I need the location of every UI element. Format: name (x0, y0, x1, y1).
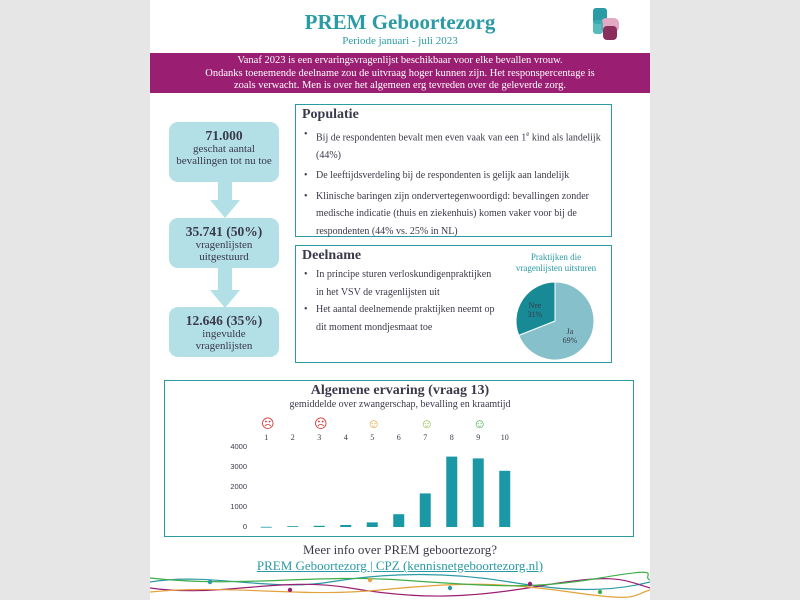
funnel-label: bevallingen tot nu toe (176, 154, 272, 167)
funnel-label: uitgestuurd (199, 250, 249, 263)
funnel-arrow-icon (210, 182, 240, 218)
deelname-heading: Deelname (302, 248, 362, 263)
bullet-sup: e (526, 130, 530, 138)
banner-line: zoals verwacht. Men is over het algemeen erg tevreden over de geleverde zorg. (234, 80, 566, 91)
bar-score-3 (314, 526, 325, 527)
page-title: PREM Geboortezorg (304, 10, 496, 34)
very-happy-face-icon: ☺ (473, 416, 487, 431)
infographic-page (150, 0, 650, 600)
bar-score-2 (287, 526, 298, 527)
bullet-text: Klinische baringen zijn ondervertegenwoordigd: bevallingen zonder medische indicatie (thuis en ziekenhuis) komen vaker voor bij de respondenten (44% vs. 25% in NL) (316, 190, 589, 237)
scale-number: 7 (423, 433, 428, 442)
banner-line: Vanaf 2023 is een ervaringsvragenlijst beschikbaar voor elke bevallen vrouw. (237, 55, 563, 66)
y-tick-label: 2000 (230, 482, 247, 491)
bar-score-7 (420, 493, 431, 527)
populatie-panel (295, 104, 612, 237)
funnel-step-births (169, 122, 279, 182)
populatie-heading: Populatie (302, 107, 359, 122)
bullet-text: kind als landelijk (44%) (316, 132, 601, 161)
funnel-label: geschat aantal (193, 143, 255, 155)
bar-score-10 (499, 471, 510, 527)
scale-number: 1 (264, 433, 269, 442)
pie-label-ja: Ja (566, 327, 574, 336)
scale-number: 9 (476, 433, 481, 442)
page-subtitle: Periode januari - juli 2023 (342, 35, 458, 47)
populatie-bullet (302, 126, 602, 164)
populatie-bullet (302, 188, 602, 241)
deelname-bullet: • Het aantal deelnemende praktijken neemt op dit moment mondjesmaat toe (302, 301, 497, 336)
funnel-step-completed (169, 307, 279, 357)
bullet-text: De leeftijdsverdeling bij de respondenten is gelijk aan landelijk (316, 170, 570, 182)
bar-score-5 (367, 522, 378, 527)
funnel-step-sent (169, 218, 279, 268)
scale-number: 8 (449, 433, 454, 442)
populatie-bullet (302, 167, 602, 185)
experience-bar-chart (251, 443, 521, 531)
deelname-panel (295, 245, 612, 363)
bar-score-1 (261, 527, 272, 528)
y-tick-label: 4000 (230, 442, 247, 451)
intro-banner (150, 53, 650, 93)
scale-number: 5 (370, 433, 375, 442)
sad-face-icon: ☹ (261, 416, 275, 431)
populatie-list (302, 126, 602, 243)
scale-number: 3 (317, 433, 322, 442)
happy-face-icon: ☺ (420, 416, 434, 431)
y-tick-label: 1000 (230, 502, 247, 511)
pie-title-line: vragenlijsten uitsturen (515, 263, 597, 273)
bar-score-9 (473, 458, 484, 527)
funnel-label: vragenlijsten (195, 239, 253, 251)
funnel-label: ingevulde (202, 328, 246, 340)
pie-label-nee: Nee (528, 301, 542, 310)
participation-pie-chart (514, 280, 596, 362)
deelname-bullet: • In principe sturen verloskundigenpraktijken in het VSV de vragenlijsten uit (302, 266, 497, 301)
funnel-label: vragenlijsten (195, 339, 253, 352)
scale-number: 10 (500, 433, 509, 442)
chart-subtitle: gemiddelde over zwangerschap, bevalling en kraamtijd (289, 399, 511, 410)
pie-pct-ja: 69% (562, 336, 578, 345)
y-tick-label: 3000 (230, 462, 247, 471)
funnel-value: 71.000 (205, 128, 243, 143)
experience-chart-panel (164, 380, 634, 537)
prem-logo-icon (591, 6, 623, 42)
funnel-value: 12.646 (35%) (185, 313, 263, 328)
bar-score-4 (340, 525, 351, 527)
chart-title: Algemene ervaring (vraag 13) (310, 383, 490, 398)
deelname-list (302, 266, 497, 339)
pie-title-line: Praktijken die (530, 252, 582, 262)
decorative-waves (150, 570, 650, 600)
bar-score-8 (446, 457, 457, 527)
sad-face-icon: ☹ (314, 416, 328, 431)
funnel-arrow-icon (210, 268, 240, 308)
pie-title (501, 252, 611, 274)
scale-number: 2 (290, 433, 295, 442)
bar-score-6 (393, 514, 404, 527)
info-link[interactable]: PREM Geboortezorg | CPZ (kennisnetgeboortezorg.nl) (256, 558, 544, 573)
scale-number: 6 (396, 433, 401, 442)
pie-pct-nee: 31% (527, 310, 543, 319)
scale-number: 4 (343, 433, 348, 442)
footer-question: Meer info over PREM geboortezorg? (303, 542, 497, 557)
bullet-text: Bij de respondenten bevalt men even vaak van een 1 (316, 132, 527, 144)
y-tick-label: 0 (242, 522, 247, 531)
neutral-face-icon: ☺ (367, 416, 381, 431)
banner-line: Ondanks toenemende deelname zou de uitvraag hoger kunnen zijn. Het responspercentage is (205, 67, 595, 79)
funnel-value: 35.741 (50%) (185, 224, 263, 239)
